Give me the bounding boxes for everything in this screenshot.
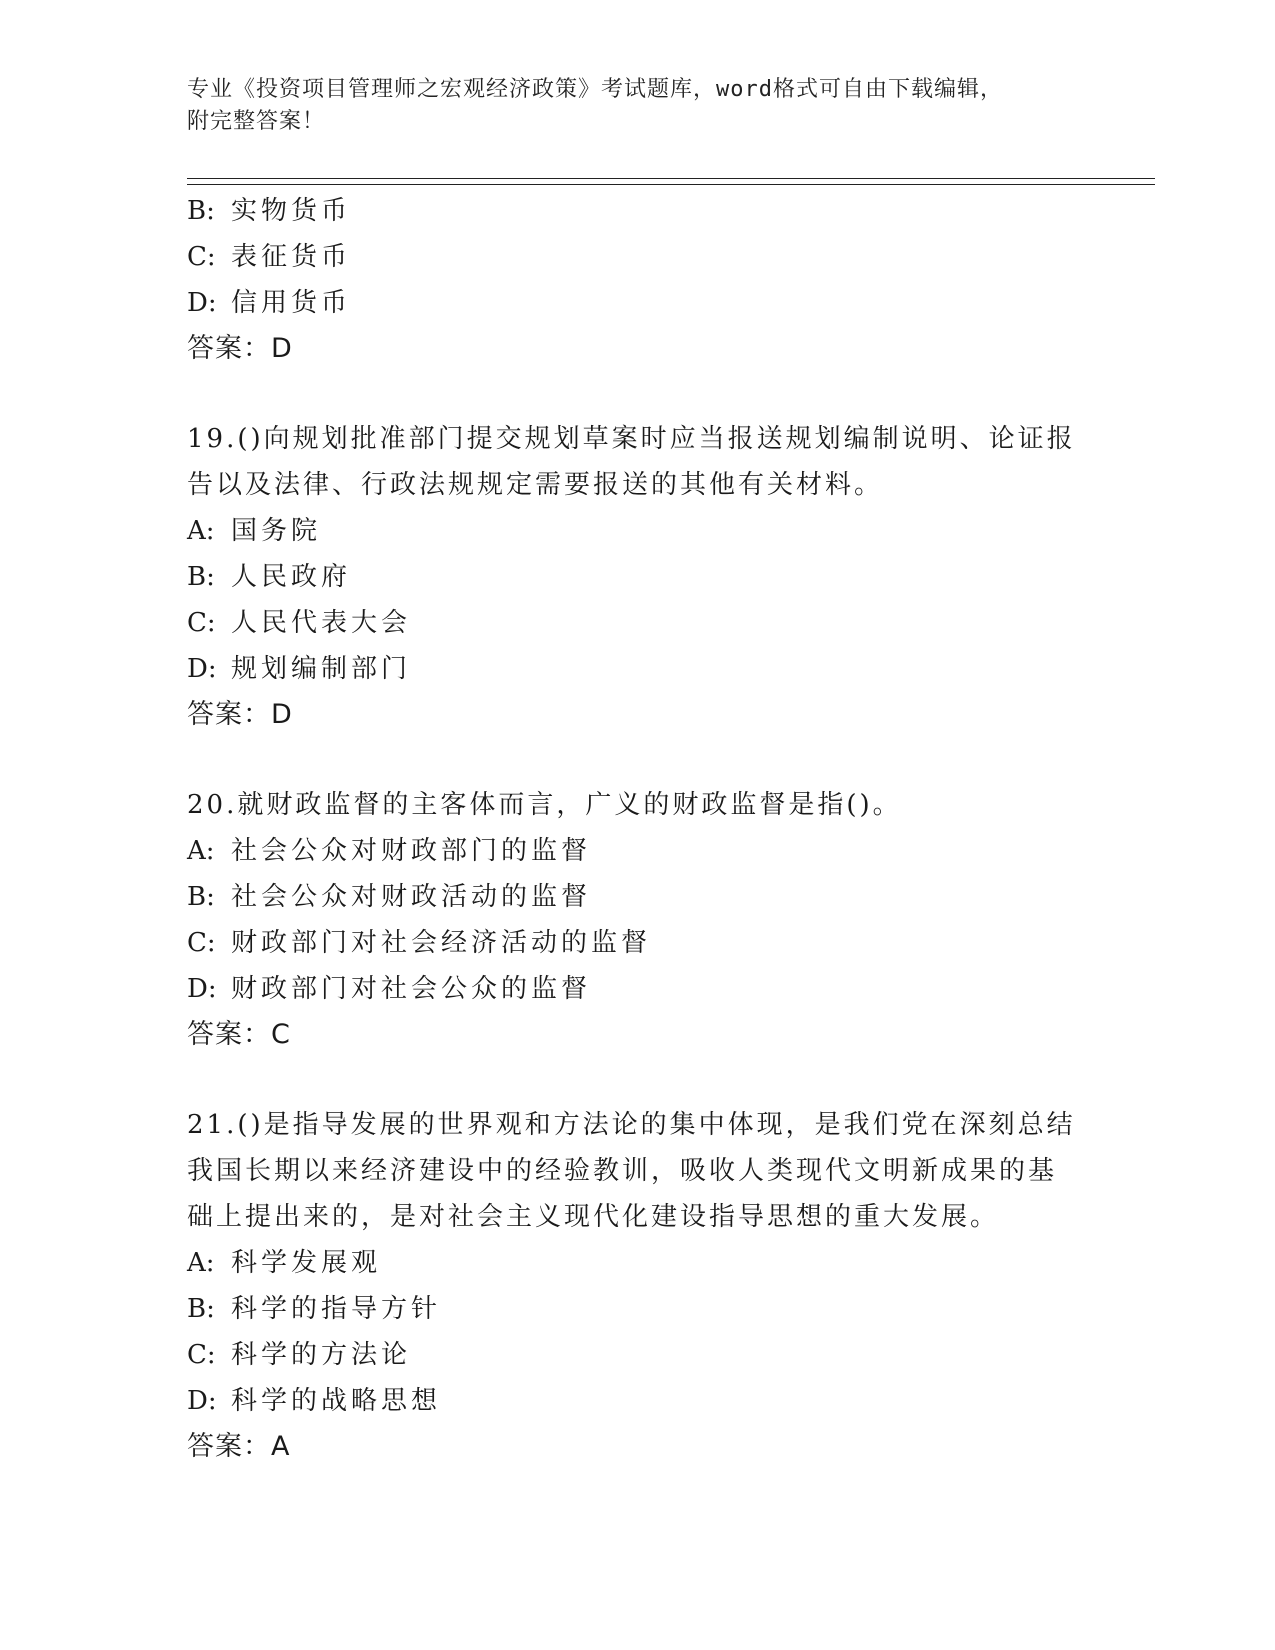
option-key: D: (187, 288, 217, 318)
option-key: C: (187, 928, 216, 958)
answer-line: 答案：D (187, 333, 293, 364)
header-line-2: 附完整答案！ (187, 109, 326, 134)
option-text: 社会公众对财政部门的监督 (231, 836, 592, 866)
option-b (187, 1286, 1087, 1332)
header-divider-bottom (187, 184, 1155, 185)
option-text: 财政部门对社会经济活动的监督 (231, 928, 652, 958)
option-c (187, 600, 1087, 646)
answer-line: 答案：C (187, 1019, 291, 1050)
option-text: 国务院 (231, 516, 322, 546)
option-d (187, 280, 1087, 326)
option-key: B: (187, 882, 215, 912)
option-key: A: (187, 836, 215, 866)
option-d (187, 646, 1087, 692)
option-text: 科学的战略思想 (231, 1386, 442, 1416)
option-text: 规划编制部门 (231, 654, 412, 684)
question-list (187, 188, 1087, 1470)
option-a (187, 828, 1087, 874)
option-key: B: (187, 1294, 215, 1324)
option-key: D: (187, 1386, 217, 1416)
option-text: 科学发展观 (231, 1248, 382, 1278)
option-text: 实物货币 (231, 196, 352, 226)
option-text: 人民政府 (231, 562, 352, 592)
option-key: D: (187, 974, 217, 1004)
question-block-20 (187, 782, 1087, 1058)
option-d (187, 1378, 1087, 1424)
question-stem-line: 21.()是指导发展的世界观和方法论的集中体现，是我们党在深刻总结 (187, 1110, 1076, 1140)
option-b (187, 188, 1087, 234)
answer-line: 答案：A (187, 1431, 291, 1462)
option-key: A: (187, 516, 215, 546)
document-header (187, 74, 1087, 138)
question-stem-line: 19.()向规划批准部门提交规划草案时应当报送规划编制说明、论证报 (187, 424, 1076, 454)
question-block-partial (187, 188, 1087, 372)
option-text: 表征货币 (231, 242, 352, 272)
option-b (187, 554, 1087, 600)
option-key: A: (187, 1248, 215, 1278)
option-a (187, 1240, 1087, 1286)
question-stem-line: 础上提出来的，是对社会主义现代化建设指导思想的重大发展。 (187, 1202, 1000, 1232)
option-key: B: (187, 562, 215, 592)
option-text: 财政部门对社会公众的监督 (231, 974, 592, 1004)
option-a (187, 508, 1087, 554)
option-key: C: (187, 1340, 216, 1370)
option-d (187, 966, 1087, 1012)
question-block-19 (187, 416, 1087, 738)
option-text: 人民代表大会 (231, 608, 412, 638)
answer-line: 答案：D (187, 699, 293, 730)
option-text: 科学的方法论 (231, 1340, 412, 1370)
question-stem-line: 告以及法律、行政法规规定需要报送的其他有关材料。 (187, 470, 884, 500)
option-text: 科学的指导方针 (231, 1294, 442, 1324)
question-block-21 (187, 1102, 1087, 1470)
option-text: 信用货币 (231, 288, 352, 318)
option-key: C: (187, 608, 216, 638)
header-divider-top (187, 178, 1155, 179)
question-stem-line: 20.就财政监督的主客体而言，广义的财政监督是指()。 (187, 790, 902, 820)
option-key: B: (187, 196, 215, 226)
header-line-1: 专业《投资项目管理师之宏观经济政策》考试题库，word格式可自由下载编辑， (187, 77, 1003, 102)
option-key: D: (187, 654, 217, 684)
option-key: C: (187, 242, 216, 272)
option-b (187, 874, 1087, 920)
option-c (187, 234, 1087, 280)
option-c (187, 920, 1087, 966)
option-c (187, 1332, 1087, 1378)
option-text: 社会公众对财政活动的监督 (231, 882, 592, 912)
question-stem-line: 我国长期以来经济建设中的经验教训，吸收人类现代文明新成果的基 (187, 1156, 1058, 1186)
